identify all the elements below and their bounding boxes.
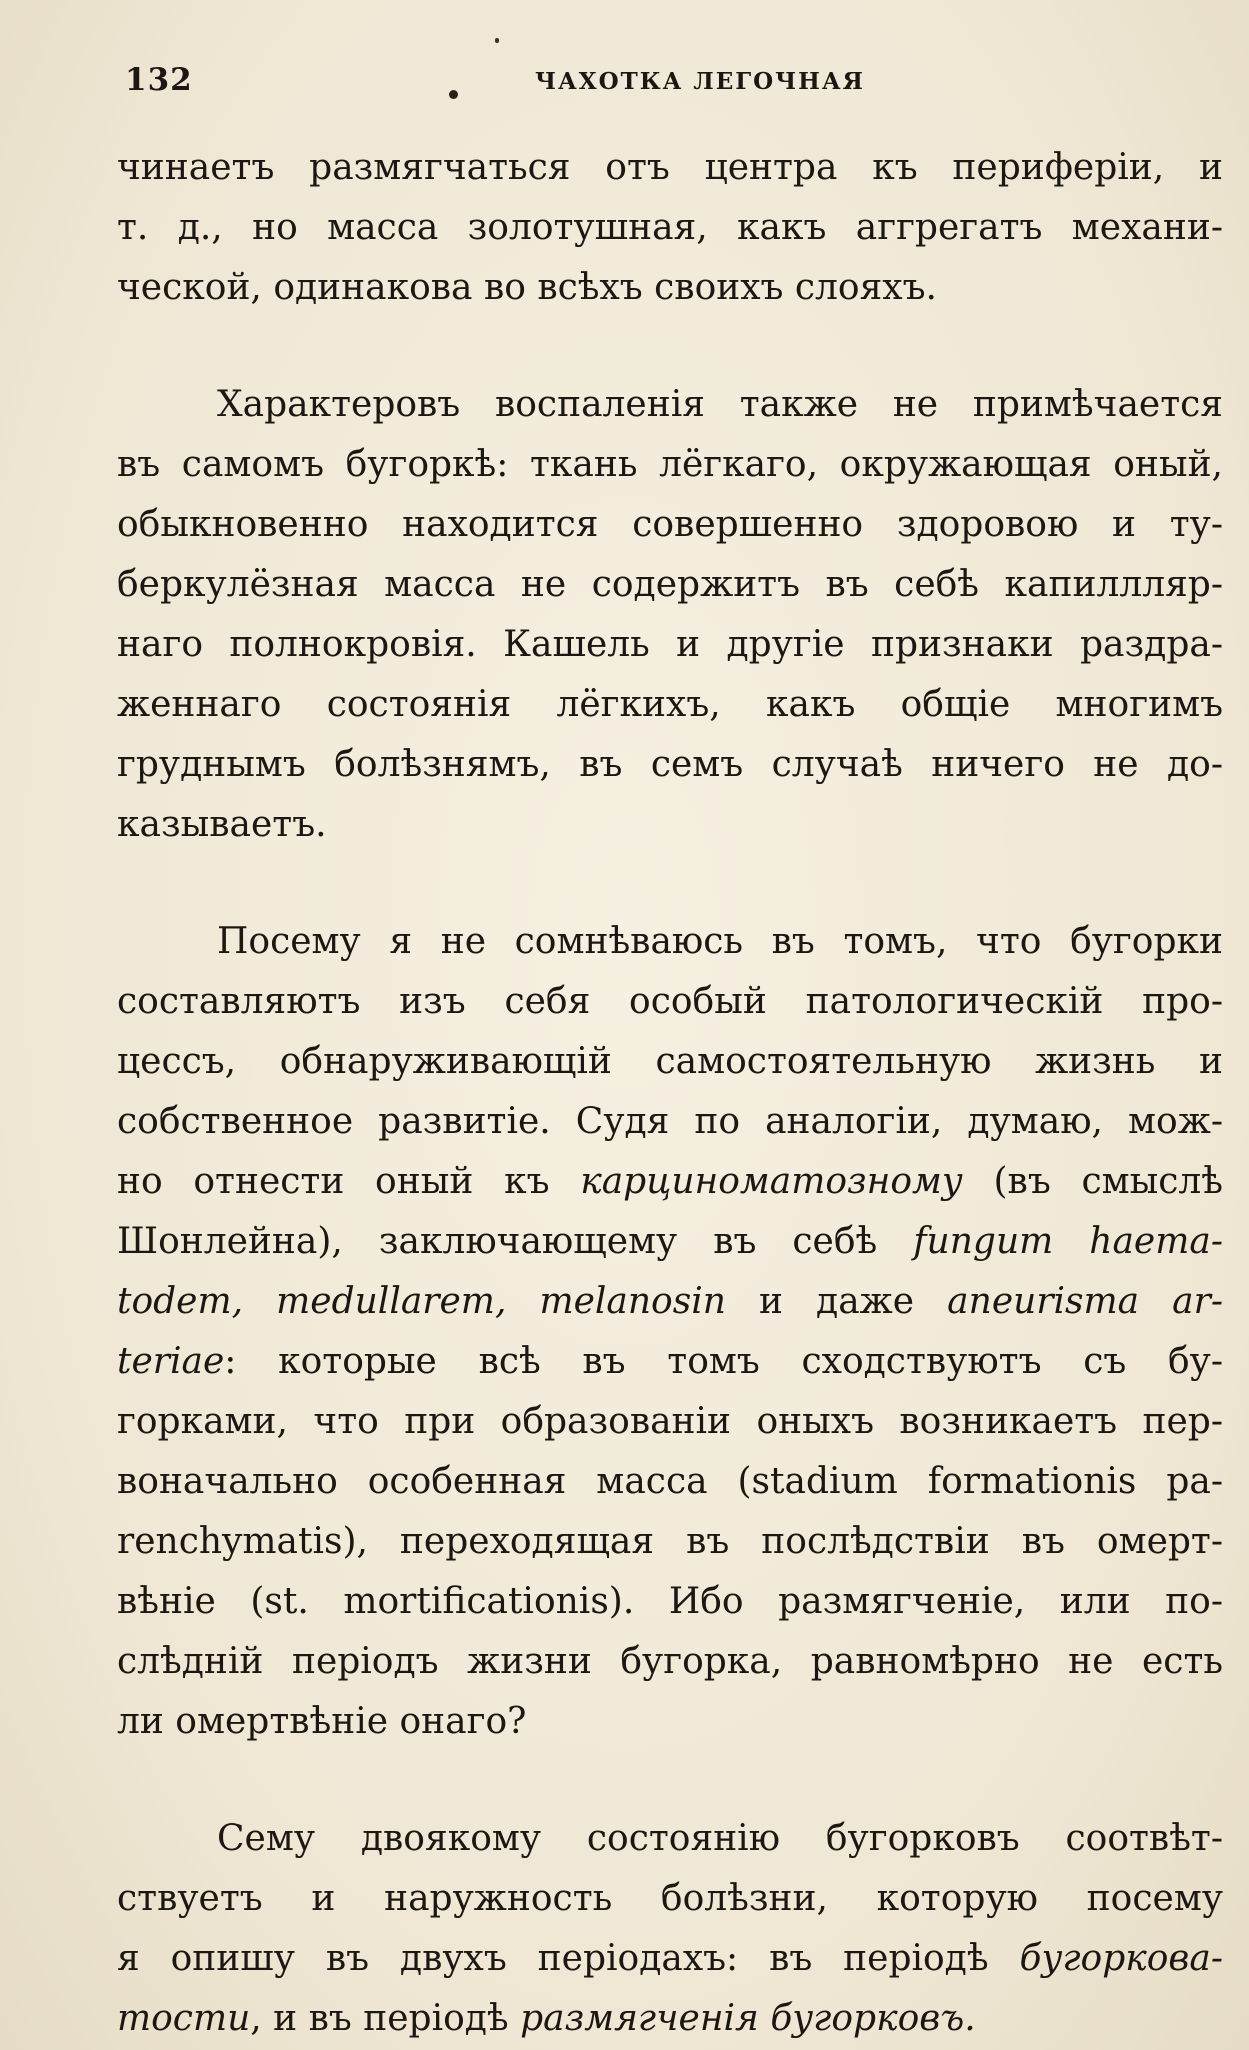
text-line: горками, что при образованіи оныхъ возникаетъ пер- <box>117 1401 1223 1442</box>
body-text <box>117 138 1223 2049</box>
text-line: обыкновенно находится совершенно здоровою и ту- <box>117 504 1223 545</box>
paragraph-3 <box>117 912 1223 1752</box>
text-line: ческой, одинакова во всѣхъ своихъ слояхъ. <box>117 267 937 308</box>
page-number: 132 <box>125 62 193 98</box>
text-line: вѣніе (st. mortificationis). Ибо размягченіе, или по- <box>117 1581 1223 1622</box>
text-line: т. д., но масса золотушная, какъ аггрегатъ механи- <box>117 207 1223 248</box>
text-line: я опишу въ двухъ періодахъ: въ періодѣ бугорковa- <box>117 1938 1223 1979</box>
text-line: въ самомъ бугоркѣ: ткань лёгкаго, окружающая оный, <box>117 444 1223 485</box>
text-line: тости, и въ періодѣ размягченія бугорковъ. <box>117 1998 976 2039</box>
paragraph-1 <box>117 138 1223 318</box>
text-line: воначально особенная масса (stadium formationis pa- <box>117 1461 1223 1502</box>
text-line: казываетъ. <box>117 804 327 845</box>
text-line: ствуетъ и наружность болѣзни, которую посему <box>117 1878 1223 1919</box>
text-line: но отнести оный къ карциноматозному (въ смыслѣ <box>117 1161 1223 1202</box>
text-line: составляютъ изъ себя особый патологическій про- <box>117 981 1223 1022</box>
text-line: беркулёзная масса не содержитъ въ себѣ капиллляр- <box>117 564 1223 605</box>
text-line: renchymatis), переходящая въ послѣдствіи въ омерт- <box>117 1521 1223 1562</box>
paragraph-2 <box>117 375 1223 855</box>
text-line: чинаетъ размягчаться отъ центра къ периферіи, и <box>117 147 1223 188</box>
text-line: Сему двоякому состоянію бугорковъ соотвѣт- <box>217 1818 1223 1859</box>
text-line: цессъ, обнаруживающій самостоятельную жизнь и <box>117 1041 1223 1082</box>
text-line: собственное развитіе. Судя по аналогіи, думаю, мож- <box>117 1101 1223 1142</box>
running-title: ЧАХОТКА ЛЕГОЧНАЯ <box>535 68 865 95</box>
ink-speck <box>495 38 499 43</box>
text-line: слѣдній періодъ жизни бугорка, равномѣрно не есть <box>117 1641 1223 1682</box>
text-line: ли омертвѣніе онаго? <box>117 1701 527 1742</box>
text-line: Характеровъ воспаленія также не примѣчается <box>217 384 1223 425</box>
text-line: наго полнокровія. Кашель и другіе признаки раздра- <box>117 624 1223 665</box>
text-line: женнаго состоянія лёгкихъ, какъ общіе многимъ <box>117 684 1223 725</box>
paragraph-4 <box>117 1809 1223 2049</box>
text-line: Шонлейна), заключающему въ себѣ fungum haema- <box>117 1221 1223 1262</box>
text-line: Посему я не сомнѣваюсь въ томъ, что бугорки <box>217 921 1223 962</box>
page-header <box>125 62 1225 102</box>
ink-dot <box>449 90 458 99</box>
text-line: todem, medullarem, melanosin и даже aneurisma ar- <box>117 1281 1224 1322</box>
text-line: teriae: которые всѣ въ томъ сходствуютъ съ бу- <box>117 1341 1223 1382</box>
text-line: груднымъ болѣзнямъ, въ семъ случаѣ ничего не до- <box>117 744 1223 785</box>
